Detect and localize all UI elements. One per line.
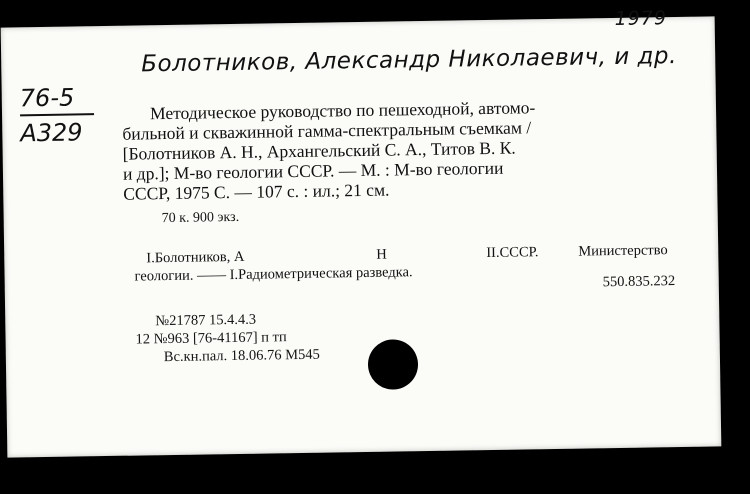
catalog-card xyxy=(1,7,722,457)
inventory-line: Вс.кн.пал. 18.06.76 М545 xyxy=(163,346,320,366)
handwritten-author-heading: Болотников, Александр Николаевич, и др. xyxy=(141,43,678,78)
description-line: и др.]; М-во геологии СССР. — М. : М-во геологии xyxy=(122,157,504,184)
description-line: Методическое руководство по пешеходной, автомо- xyxy=(149,97,536,124)
call-number-top: 76-5 xyxy=(19,83,75,113)
call-number-bottom: А329 xyxy=(20,118,83,148)
punch-hole xyxy=(368,339,419,390)
tracing-subject: геологии. —— I.Радиометрическая разведка. xyxy=(134,264,413,285)
udc-number: 550.835.232 xyxy=(602,273,676,291)
tracing-author-initial: Н xyxy=(376,246,387,263)
description-line: бильной и скважинной гамма-спектральным съемкам / xyxy=(122,117,532,144)
handwritten-year: 1979 xyxy=(614,7,668,30)
tracing-ussr: II.СССР. xyxy=(486,244,539,262)
description-line: [Болотников А. Н., Архангельский С. А., Титов В. К. xyxy=(122,137,516,164)
description-line: СССР, 1975 С. — 107 с. : ил.; 21 см. xyxy=(123,179,390,204)
print-run: 70 к. 900 экз. xyxy=(161,209,240,227)
bibliographic-description xyxy=(122,95,694,204)
tracings xyxy=(134,241,668,285)
tracing-ministry: Министерство xyxy=(578,242,668,260)
tracing-author: I.Болотников, А xyxy=(146,248,245,267)
call-number-divider xyxy=(20,113,94,116)
inventory-line: 12 №963 [76-41167] п тп xyxy=(135,329,287,348)
inventory-line: №21787 15.4.4.3 xyxy=(155,311,257,330)
call-number xyxy=(20,82,95,148)
